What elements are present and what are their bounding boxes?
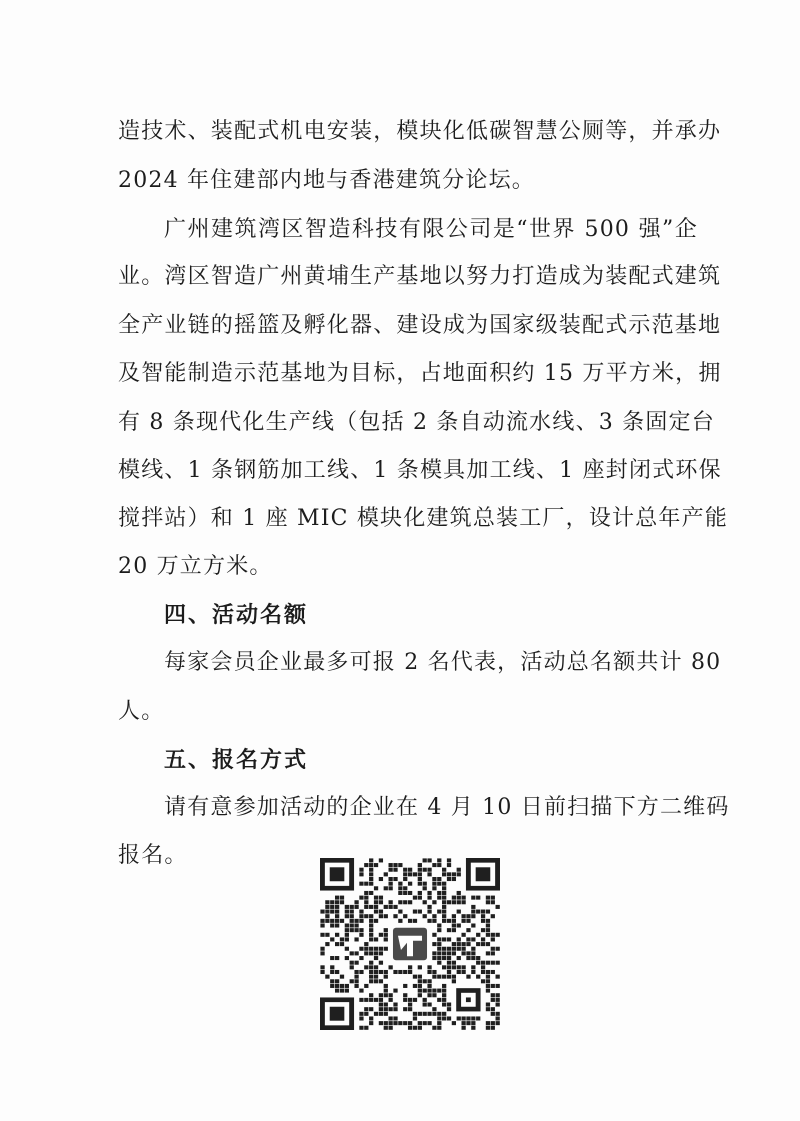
paragraph-line: 全产业链的摇篮及孵化器、建设成为国家级装配式示范基地 xyxy=(118,313,722,338)
paragraph-line: 及智能制造示范基地为目标，占地面积约 15 万平方米，拥 xyxy=(118,361,722,386)
paragraph-line: 请有意参加活动的企业在 4 月 10 日前扫描下方二维码 xyxy=(164,795,730,820)
paragraph-line: 2024 年住建部内地与香港建筑分论坛。 xyxy=(118,168,535,193)
qr-code-icon[interactable] xyxy=(320,858,500,1030)
qr-code-graphic xyxy=(320,858,500,1030)
paragraph-line: 模线、1 条钢筋加工线、1 条模具加工线、1 座封闭式环保 xyxy=(118,458,722,483)
paragraph-line: 广州建筑湾区智造科技有限公司是“世界 500 强”企 xyxy=(164,217,698,242)
paragraph-line: 每家会员企业最多可报 2 名代表，活动总名额共计 80 xyxy=(164,650,722,675)
paragraph-line: 造技术、装配式机电安装，模块化低碳智慧公厕等，并承办 xyxy=(118,119,722,144)
section-heading: 五、报名方式 xyxy=(164,747,309,773)
paragraph-line: 搅拌站）和 1 座 MIC 模块化建筑总装工厂，设计总年产能 xyxy=(118,506,729,531)
paragraph-line: 人。 xyxy=(118,699,165,724)
paragraph-line: 有 8 条现代化生产线（包括 2 条自动流水线、3 条固定台 xyxy=(118,410,715,435)
paragraph-line: 20 万立方米。 xyxy=(118,554,273,579)
section-heading: 四、活动名额 xyxy=(164,602,309,628)
paragraph-line: 业。湾区智造广州黄埔生产基地以努力打造成为装配式建筑 xyxy=(118,264,722,289)
paragraph-line: 报名。 xyxy=(118,843,188,868)
